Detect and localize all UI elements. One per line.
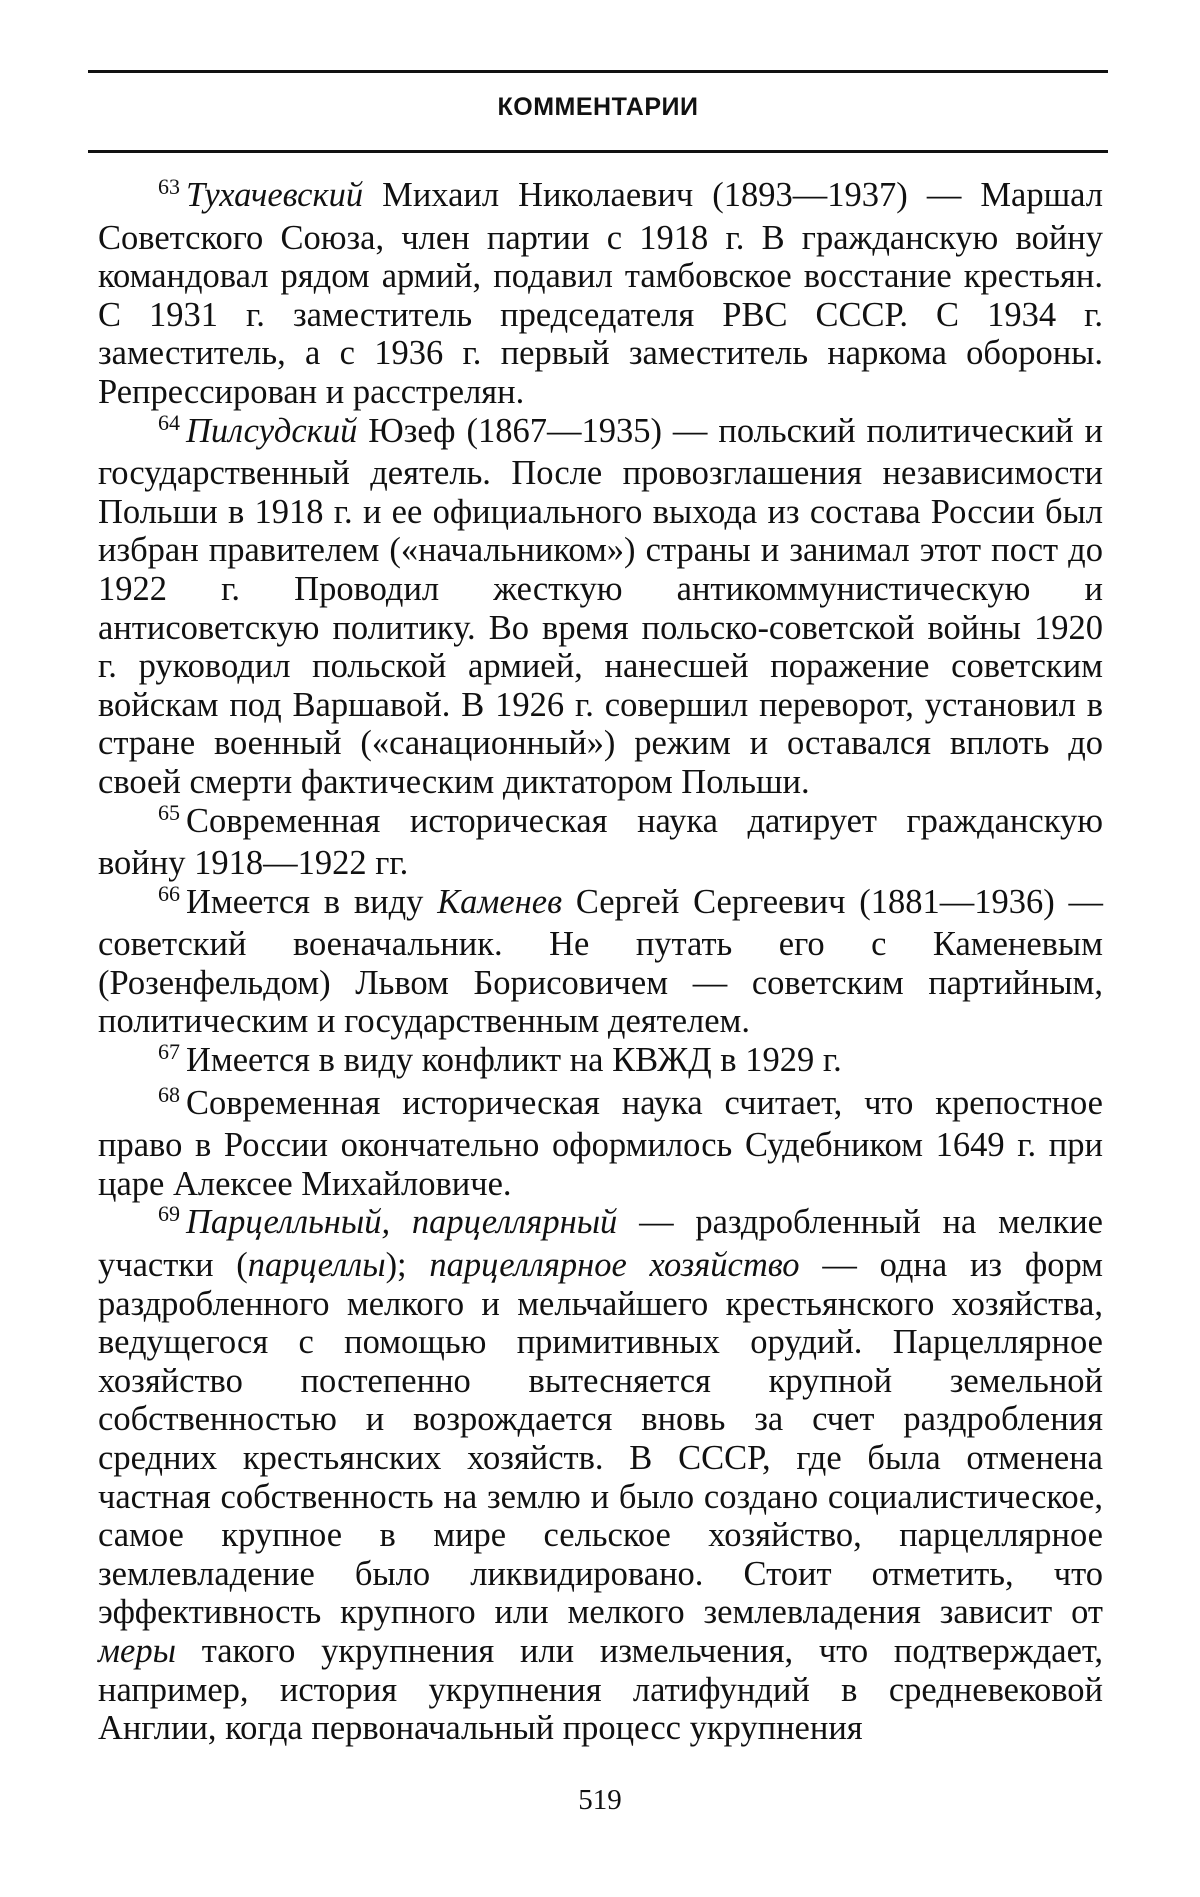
note-number: 69 bbox=[158, 1201, 180, 1227]
note-64 bbox=[98, 409, 1103, 802]
notes-body bbox=[98, 176, 1103, 1748]
note-65 bbox=[98, 799, 1103, 883]
note-69 bbox=[98, 1203, 1103, 1747]
note-text: Имеется в виду bbox=[186, 882, 438, 921]
running-head: КОММЕНТАРИИ bbox=[497, 93, 699, 121]
note-63 bbox=[98, 176, 1103, 412]
note-number: 67 bbox=[158, 1039, 180, 1065]
note-term: Тухачевский bbox=[186, 176, 364, 214]
note-term: Каменев bbox=[437, 882, 563, 921]
note-text: Современная историческая наука считает, что крепостное право в России окончательно оформилось Судебником 1649 г. при царе Алексее Михайловиче. bbox=[98, 1083, 1103, 1203]
note-number: 64 bbox=[158, 409, 180, 435]
note-text: Современная историческая наука датирует гражданскую войну 1918—1922 гг. bbox=[98, 801, 1103, 883]
note-term: Парцелльный, парцеллярный bbox=[186, 1203, 618, 1242]
note-term: парцеллярное хозяйство bbox=[429, 1246, 800, 1285]
note-number: 65 bbox=[158, 799, 180, 825]
note-number: 68 bbox=[158, 1081, 180, 1107]
note-text: ); bbox=[385, 1246, 430, 1285]
note-text: такого укрупнения или измельчения, что подтверждает, например, история укрупнения латифундий в средневековой Англии, когда первоначальный процесс укрупнения bbox=[98, 1631, 1103, 1748]
note-67 bbox=[98, 1041, 1103, 1084]
note-number: 66 bbox=[158, 880, 180, 906]
header-top-rule bbox=[88, 70, 1108, 73]
note-term: парцеллы bbox=[247, 1246, 386, 1285]
note-66 bbox=[98, 880, 1103, 1041]
page-number: 519 bbox=[578, 1784, 622, 1816]
note-number: 63 bbox=[158, 174, 180, 199]
note-text: Имеется в виду конфликт на КВЖД в 1929 г. bbox=[186, 1041, 842, 1080]
note-68 bbox=[98, 1081, 1103, 1204]
note-text: Михаил Николаевич (1893—1937) — Маршал Советского Союза, член партии с 1918 г. В гражданскую войну командовал рядом армий, подавил тамбовское восстание крестьян. С 1931 г. заместитель председателя РВС СССР. С 1934 г. заместитель, а с 1936 г. первый заместитель наркома обороны. Репрессирован и расстрелян. bbox=[98, 176, 1103, 411]
note-text: — раздробленный на мелкие участки ( bbox=[98, 1203, 1103, 1285]
note-term: меры bbox=[98, 1631, 176, 1670]
note-text: Юзеф (1867—1935) — польский политический и государственный деятель. После провозглашения независимости Польши в 1918 г. и ее официального выхода из состава России был избран правителем («начальником») страны и занимал этот пост до 1922 г. Проводил жесткую антикоммунистическую и антисоветскую политику. Во время польско-советской войны 1920 г. руководил польской армией, нанесшей поражение советским войскам под Варшавой. В 1926 г. совершил переворот, установил в стране военный («санационный») режим и оставался вплоть до своей смерти фактическим диктатором Польши. bbox=[98, 411, 1103, 801]
note-text: Сергей Сергеевич (1881—1936) — советский военачальник. Не путать его с Каменевым (Розенфельдом) Львом Борисовичем — советским партийным, политическим и государственным деятелем. bbox=[98, 882, 1103, 1041]
note-text: — одна из форм раздробленного мелкого и мельчайшего крестьянского хозяйства, ведущегося с помощью примитивных орудий. Парцеллярное хозяйство постепенно вытесняется крупной земельной собственностью и возрождается вновь за счет раздробления средних крестьянских хозяйств. В СССР, где была отменена частная собственность на землю и было создано социалистическое, самое крупное в мире сельское хозяйство, парцеллярное землевладение было ликвидировано. Стоит отметить, что эффективность крупного или мелкого землевладения зависит от bbox=[98, 1246, 1104, 1632]
header-bottom-rule bbox=[88, 150, 1108, 153]
note-term: Пилсудский bbox=[186, 411, 358, 450]
